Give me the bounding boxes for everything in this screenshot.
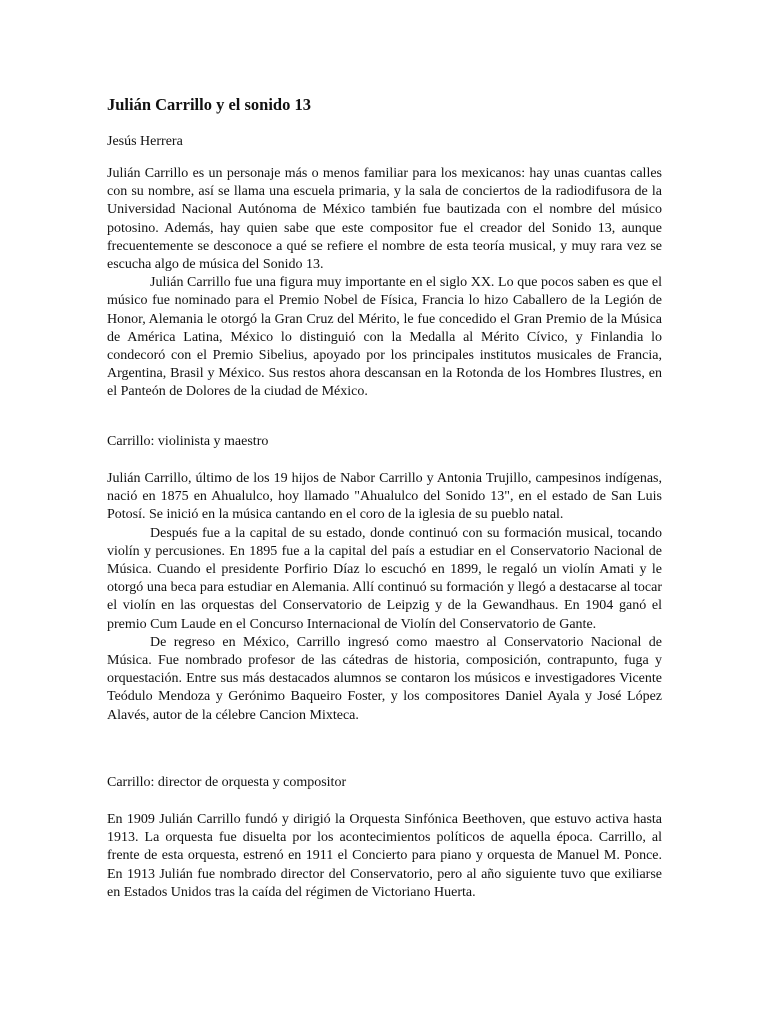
section-heading-director: Carrillo: director de orquesta y compositor xyxy=(107,775,347,790)
intro-block xyxy=(107,165,662,402)
intro-paragraph-2: Julián Carrillo fue una figura muy importante en el siglo XX. Lo que pocos saben es que el músico fue nominado para el Premio Nobel de Física, Francia lo hizo Caballero de la Legión de Honor, Alemania le otorgó la Gran Cruz del Mérito, le fue concedido el Gran Premio de la Música de América Latina, México lo distinguió con la Medalla al Mérito Cívico, y Finlandia lo condecoró con el Premio Sibelius, apoyado por los principales institutos musicales de Francia, Argentina, Brasil y México. Sus restos ahora descansan en la Rotonda de los Hombres Ilustres, en el Panteón de Dolores de la ciudad de México. xyxy=(107,275,662,400)
section2-paragraph-1: En 1909 Julián Carrillo fundó y dirigió la Orquesta Sinfónica Beethoven, que estuvo activa hasta 1913. La orquesta fue disuelta por los acontecimientos políticos de aquella época. Carrillo, al frente de esta orquesta, estrenó en 1911 el Concierto para piano y orquesta de Manuel M. Ponce. En 1913 Julián fue nombrado director del Conservatorio, pero al año siguiente tuvo que exiliarse en Estados Unidos tras la caída del régimen de Victoriano Huerta. xyxy=(107,812,662,900)
section1-paragraph-1: Julián Carrillo, último de los 19 hijos de Nabor Carrillo y Antonia Trujillo, campesinos indígenas, nació en 1875 en Ahualulco, hoy llamado "Ahualulco del Sonido 13", en el estado de San Luis Potosí. Se inició en la música cantando en el coro de la iglesia de su pueblo natal. xyxy=(107,471,662,523)
section-heading-violinista: Carrillo: violinista y maestro xyxy=(107,434,269,449)
author-name: Jesús Herrera xyxy=(107,134,183,149)
section1-paragraph-3: De regreso en México, Carrillo ingresó como maestro al Conservatorio Nacional de Música. Fue nombrado profesor de las cátedras de historia, composición, contrapunto, fuga y orquestación. Entre sus más destacados alumnos se contaron los músicos e investigadores Vicente Teódulo Mendoza y Gerónimo Baqueiro Foster, y los compositores Daniel Ayala y José López Alavés, autor de la célebre Cancion Mixteca. xyxy=(107,634,662,723)
section-violinista-block xyxy=(107,470,662,725)
intro-paragraph-1: Julián Carrillo es un personaje más o menos familiar para los mexicanos: hay unas cuantas calles con su nombre, así se llama una escuela primaria, y la sala de conciertos de la radiodifusora de la Universidad Nacional Autónoma de México también fue bautizada con el nombre del músico potosino. Además, hay quien sabe que este compositor fue el creador del Sonido 13, aunque frecuentemente se desconoce a qué se refiere el nombre de esta teoría musical, y muy rara vez se escucha algo de música del Sonido 13. xyxy=(107,166,662,273)
document-title: Julián Carrillo y el sonido 13 xyxy=(107,95,311,114)
section-director-block xyxy=(107,811,662,902)
section1-paragraph-2: Después fue a la capital de su estado, donde continuó con su formación musical, tocando violín y percusiones. En 1895 fue a la capital del país a estudiar en el Conservatorio Nacional de Música. Cuando el presidente Porfirio Díaz lo escuchó en 1899, le regaló un violín Amati y le otorgó una beca para estudiar en Alemania. Allí continuó su formación y llegó a destacarse al tocar el violín en las orquestas del Conservatorio de Leipzig y de la Gewandhaus. En 1904 ganó el premio Cum Laude en el Concurso Internacional de Violín del Conservatorio de Gante. xyxy=(107,525,662,632)
document-page xyxy=(107,95,662,900)
